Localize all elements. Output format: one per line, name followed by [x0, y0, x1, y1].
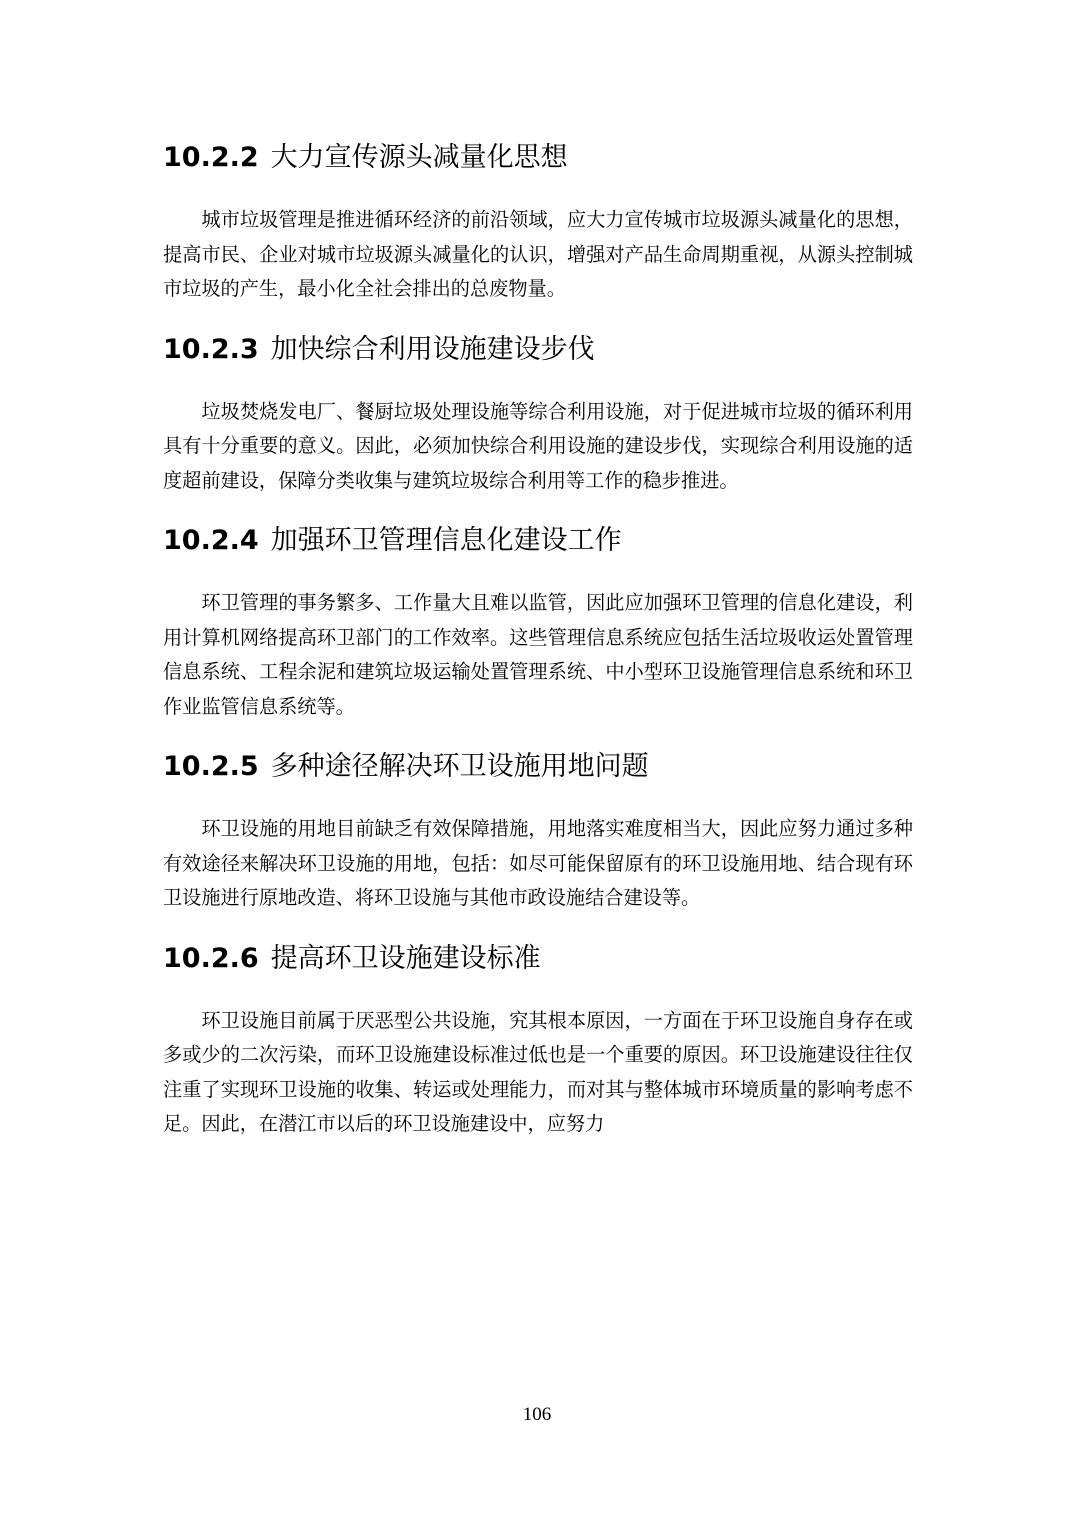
- section-paragraph-10-2-2: 城市垃圾管理是推进循环经济的前沿领域，应大力宣传城市垃圾源头减量化的思想，提高市民、企业对城市垃圾源头减量化的认识，增强对产品生命周期重视，从源头控制城市垃圾的产生，最小化全社会排出的总废物量。: [163, 208, 913, 300]
- section-paragraph-10-2-6: 环卫设施目前属于厌恶型公共设施，究其根本原因，一方面在于环卫设施自身存在或多或少的二次污染，而环卫设施建设标准过低也是一个重要的原因。环卫设施建设往往仅注重了实现环卫设施的收集、转运或处理能力，而对其与整体城市环境质量的影响考虑不足。因此，在潜江市以后的环卫设施建设中，应努力: [163, 1008, 913, 1135]
- section-heading-10-2-6: [163, 939, 913, 979]
- section-title: 大力宣传源头减量化思想: [270, 142, 568, 173]
- section-title: 加强环卫管理信息化建设工作: [270, 525, 622, 556]
- section-paragraph-10-2-5: 环卫设施的用地目前缺乏有效保障措施，用地落实难度相当大，因此应努力通过多种有效途径来解决环卫设施的用地，包括：如尽可能保留原有的环卫设施用地、结合现有环卫设施进行原地改造、将环卫设施与其他市政设施结合建设等。: [163, 817, 913, 909]
- section-paragraph-10-2-3: 垃圾焚烧发电厂、餐厨垃圾处理设施等综合利用设施，对于促进城市垃圾的循环利用具有十分重要的意义。因此，必须加快综合利用设施的建设步伐，实现综合利用设施的适度超前建设，保障分类收集与建筑垃圾综合利用等工作的稳步推进。: [163, 399, 913, 492]
- section-title: 多种途径解决环卫设施用地问题: [270, 751, 649, 782]
- section-paragraph-10-2-4: 环卫管理的事务繁多、工作量大且难以监管，因此应加强环卫管理的信息化建设，利用计算机网络提高环卫部门的工作效率。这些管理信息系统应包括生活垃圾收运处置管理信息系统、工程余泥和建筑垃圾运输处置管理系统、中小型环卫设施管理信息系统和环卫作业监管信息系统等。: [163, 591, 913, 718]
- section-heading-10-2-3: [163, 330, 913, 370]
- section-title: 加快综合利用设施建设步伐: [270, 333, 595, 365]
- document-page: [163, 138, 913, 1142]
- section-number: 10.2.2: [163, 142, 259, 173]
- section-number: 10.2.6: [163, 942, 259, 974]
- page-number: 106: [522, 1404, 552, 1425]
- section-title: 提高环卫设施建设标准: [270, 942, 541, 974]
- section-number: 10.2.4: [163, 525, 259, 556]
- section-heading-10-2-2: [163, 138, 913, 178]
- section-heading-10-2-5: [163, 747, 913, 787]
- section-number: 10.2.3: [163, 333, 259, 365]
- section-heading-10-2-4: [163, 521, 913, 561]
- section-number: 10.2.5: [163, 751, 259, 782]
